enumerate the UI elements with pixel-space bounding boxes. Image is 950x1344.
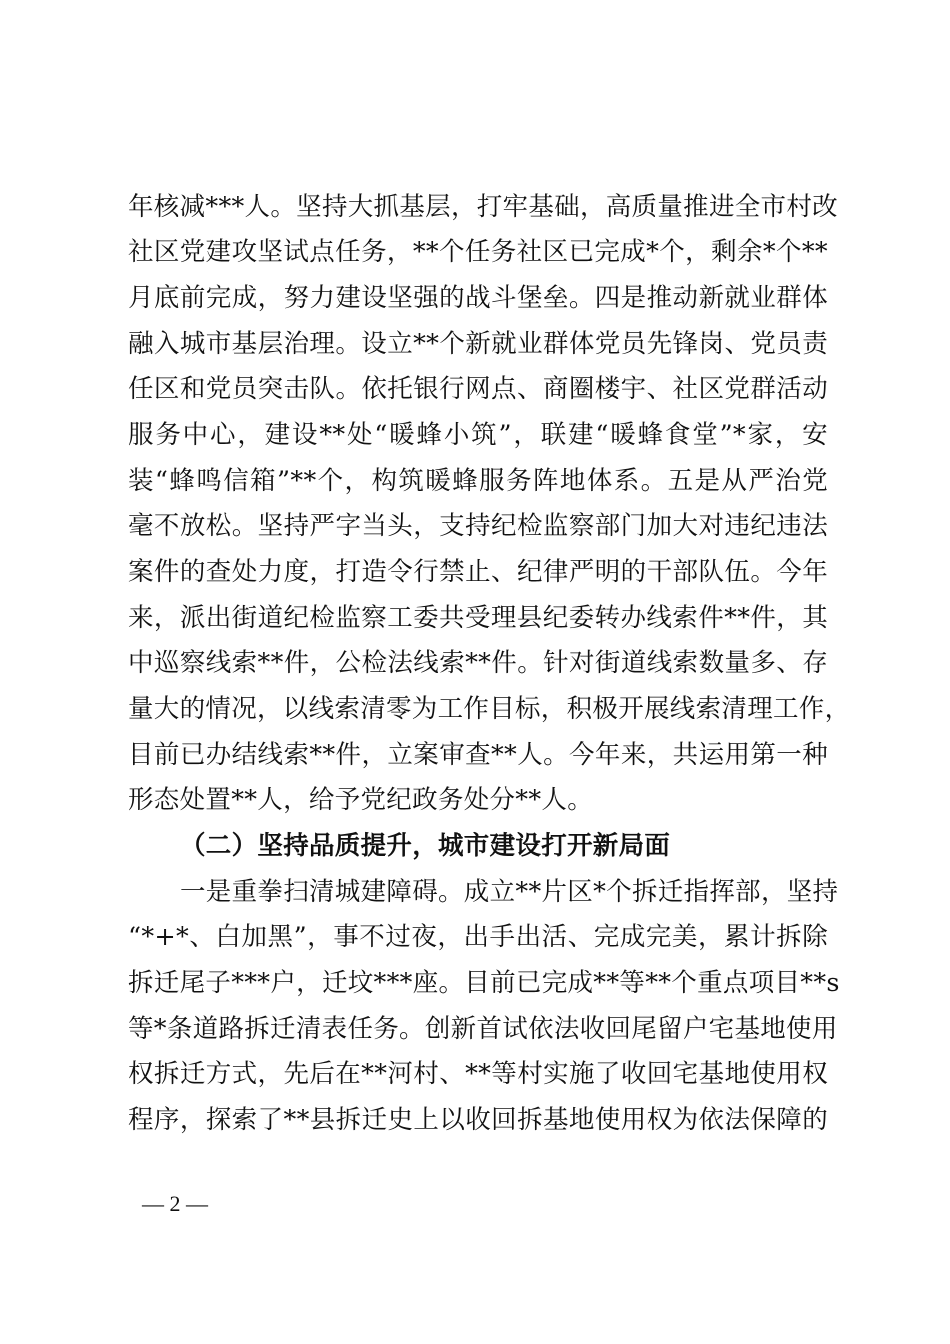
body-text-line: 月底前完成，努力建设坚强的战斗堡垒。四是推动新就业群体 xyxy=(128,283,828,313)
body-text-line: 量大的情况，以线索清零为工作目标，积极开展线索清理工作， xyxy=(128,694,851,724)
body-text-line: 融入城市基层治理。设立**个新就业群体党员先锋岗、党员责 xyxy=(128,329,828,359)
body-text-line: 社区党建攻坚试点任务，**个任务社区已完成*个，剩余*个** xyxy=(128,237,828,267)
body-text-line: 权拆迁方式，先后在**河村、**等村实施了收回宅基地使用权 xyxy=(128,1059,828,1089)
body-text-line: 案件的查处力度，打造令行禁止、纪律严明的干部队伍。今年 xyxy=(128,557,828,587)
body-text-line: 服务中心，建设**处“暖蜂小筑”，联建“暖蜂食堂”*家，安 xyxy=(128,420,828,450)
section-heading: （二）坚持品质提升，城市建设打开新局面 xyxy=(180,831,671,861)
body-text-line: 形态处置**人，给予党纪政务处分**人。 xyxy=(128,785,594,815)
body-text-line: 毫不放松。坚持严字当头，支持纪检监察部门加大对违纪违法 xyxy=(128,511,828,541)
body-text-line: 来，派出街道纪检监察工委共受理县纪委转办线索件**件，其 xyxy=(128,603,828,633)
body-text-line: 任区和党员突击队。依托银行网点、商圈楼宇、社区党群活动 xyxy=(128,374,828,404)
body-text-line: 一是重拳扫清城建障碍。成立**片区*个拆迁指挥部，坚持 xyxy=(180,877,839,907)
body-text-line: 装“蜂鸣信箱”**个，构筑暖蜂服务阵地体系。五是从严治党 xyxy=(128,466,828,496)
body-text-line: 等*条道路拆迁清表任务。创新首试依法收回尾留户宅基地使用 xyxy=(128,1014,838,1044)
body-text-line: “*+*、白加黑”，事不过夜，出手出活、完成完美，累计拆除 xyxy=(128,922,828,952)
page-number: — 2 — xyxy=(142,1191,208,1216)
body-text-line: 年核减***人。坚持大抓基层，打牢基础，高质量推进全市村改 xyxy=(128,192,838,222)
body-text-line: 拆迁尾子***户，迁坟***座。目前已完成**等**个重点项目**s xyxy=(128,968,840,998)
body-text-line: 中巡察线索**件，公检法线索**件。针对街道线索数量多、存 xyxy=(128,648,828,678)
body-text-line: 程序，探索了**县拆迁史上以收回拆基地使用权为依法保障的 xyxy=(128,1105,828,1135)
body-text-line: 目前已办结线索**件，立案审查**人。今年来，共运用第一种 xyxy=(128,740,828,770)
